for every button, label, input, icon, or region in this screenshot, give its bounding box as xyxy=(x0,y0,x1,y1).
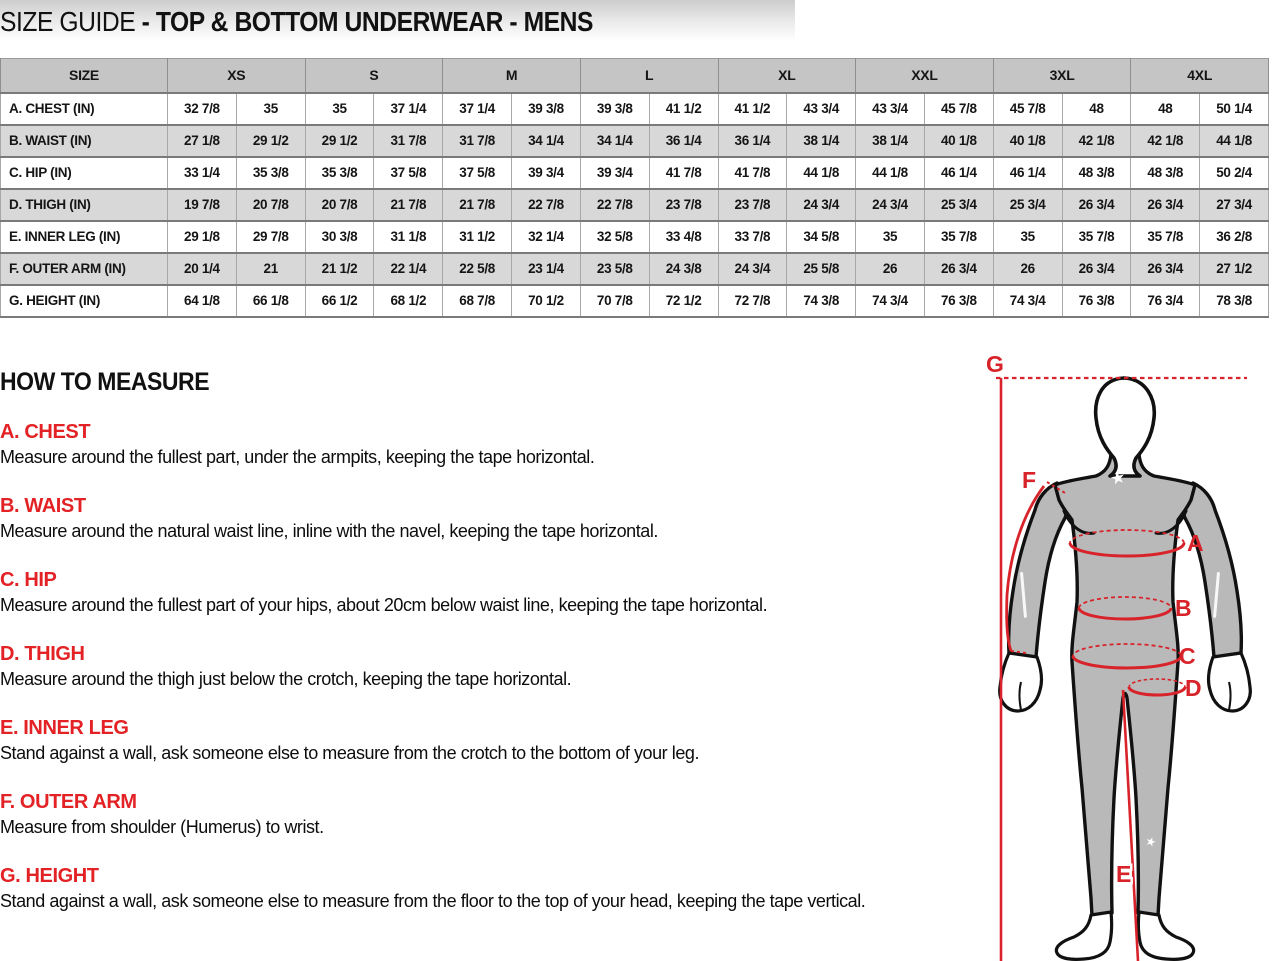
section-title: F. OUTER ARM xyxy=(0,791,137,813)
measure-value: 68 1/2 xyxy=(374,285,443,317)
measure-value: 45 7/8 xyxy=(993,93,1062,125)
measure-value: 40 1/8 xyxy=(924,125,993,157)
section-title: C. HIP xyxy=(0,569,57,591)
measure-value: 44 1/8 xyxy=(787,157,856,189)
measure-value: 25 5/8 xyxy=(787,253,856,285)
measure-value: 33 1/4 xyxy=(168,157,237,189)
row-label: F. OUTER ARM (IN) xyxy=(1,253,168,285)
section-text: Measure from shoulder (Humerus) to wrist. xyxy=(0,817,324,837)
measure-value: 35 xyxy=(993,221,1062,253)
measure-value: 41 1/2 xyxy=(649,93,718,125)
measure-value: 35 xyxy=(305,93,374,125)
label-d: D xyxy=(1185,675,1202,701)
measure-value: 35 7/8 xyxy=(924,221,993,253)
measure-value: 42 1/8 xyxy=(1131,125,1200,157)
page-title xyxy=(0,6,593,38)
measure-value: 50 1/4 xyxy=(1200,93,1269,125)
measure-value: 37 1/4 xyxy=(443,93,512,125)
measure-value: 46 1/4 xyxy=(924,157,993,189)
col-header-4xl: 4XL xyxy=(1131,59,1269,93)
measure-value: 26 3/4 xyxy=(1062,189,1131,221)
section-text: Measure around the fullest part, under the armpits, keeping the tape horizontal. xyxy=(0,447,595,467)
measure-section xyxy=(0,716,950,766)
section-text: Stand against a wall, ask someone else to measure from the floor to the top of your head, keeping the tape vertical. xyxy=(0,891,866,911)
measure-value: 22 1/4 xyxy=(374,253,443,285)
measure-value: 50 2/4 xyxy=(1200,157,1269,189)
measure-value: 36 1/4 xyxy=(718,125,787,157)
col-header-m: M xyxy=(443,59,581,93)
measure-value: 43 3/4 xyxy=(856,93,925,125)
measure-value: 34 5/8 xyxy=(787,221,856,253)
measure-value: 33 7/8 xyxy=(718,221,787,253)
section-text: Measure around the fullest part of your hips, about 20cm below waist line, keeping the tape horizontal. xyxy=(0,595,768,615)
col-header-xs: XS xyxy=(168,59,306,93)
section-title: A. CHEST xyxy=(0,421,91,443)
measure-value: 30 3/8 xyxy=(305,221,374,253)
section-title: E. INNER LEG xyxy=(0,717,129,739)
measure-value: 48 xyxy=(1062,93,1131,125)
measure-value: 22 5/8 xyxy=(443,253,512,285)
measure-value: 29 1/8 xyxy=(168,221,237,253)
table-row xyxy=(1,157,1269,189)
measure-value: 20 1/4 xyxy=(168,253,237,285)
col-header-l: L xyxy=(580,59,718,93)
measure-value: 45 7/8 xyxy=(924,93,993,125)
measure-value: 34 1/4 xyxy=(580,125,649,157)
measure-value: 34 1/4 xyxy=(512,125,581,157)
measure-value: 44 1/8 xyxy=(1200,125,1269,157)
section-text: Measure around the natural waist line, inline with the navel, keeping the tape horizontal. xyxy=(0,521,658,541)
measure-value: 48 3/8 xyxy=(1062,157,1131,189)
measure-value: 39 3/8 xyxy=(512,93,581,125)
mannequin-body xyxy=(1055,454,1195,916)
measure-value: 70 1/2 xyxy=(512,285,581,317)
measure-value: 35 3/8 xyxy=(305,157,374,189)
measure-section xyxy=(0,568,950,618)
mannequin-left-foot xyxy=(1056,912,1111,959)
measure-value: 42 1/8 xyxy=(1062,125,1131,157)
measure-value: 27 1/8 xyxy=(168,125,237,157)
chest-logo-star-icon: ★ xyxy=(1108,467,1128,490)
measure-value: 22 7/8 xyxy=(580,189,649,221)
measure-value: 21 1/2 xyxy=(305,253,374,285)
label-b: B xyxy=(1175,595,1192,621)
measure-value: 29 1/2 xyxy=(236,125,305,157)
measure-value: 36 2/8 xyxy=(1200,221,1269,253)
measure-value: 27 1/2 xyxy=(1200,253,1269,285)
measure-value: 37 1/4 xyxy=(374,93,443,125)
section-title: G. HEIGHT xyxy=(0,865,99,887)
measure-value: 20 7/8 xyxy=(236,189,305,221)
measure-value: 68 7/8 xyxy=(443,285,512,317)
measure-value: 35 xyxy=(236,93,305,125)
row-label: D. THIGH (IN) xyxy=(1,189,168,221)
measure-value: 78 3/8 xyxy=(1200,285,1269,317)
knee-logo-star-icon: ★ xyxy=(1143,833,1159,851)
measure-value: 41 1/2 xyxy=(718,93,787,125)
measure-value: 20 7/8 xyxy=(305,189,374,221)
label-a: A xyxy=(1187,530,1204,556)
measure-value: 64 1/8 xyxy=(168,285,237,317)
table-row xyxy=(1,221,1269,253)
table-row xyxy=(1,93,1269,125)
measure-value: 19 7/8 xyxy=(168,189,237,221)
measure-section xyxy=(0,494,950,544)
measure-value: 24 3/4 xyxy=(787,189,856,221)
measure-value: 35 7/8 xyxy=(1131,221,1200,253)
label-g: G xyxy=(986,351,1004,377)
col-header-xxl: XXL xyxy=(856,59,994,93)
measure-value: 41 7/8 xyxy=(718,157,787,189)
measure-value: 26 3/4 xyxy=(1131,189,1200,221)
measure-value: 27 3/4 xyxy=(1200,189,1269,221)
measure-sections xyxy=(0,420,950,938)
table-row xyxy=(1,189,1269,221)
measure-value: 33 4/8 xyxy=(649,221,718,253)
measure-value: 25 3/4 xyxy=(924,189,993,221)
page-title-prefix: SIZE GUIDE xyxy=(0,6,136,37)
measure-section xyxy=(0,642,950,692)
measure-section xyxy=(0,864,950,914)
measure-value: 29 1/2 xyxy=(305,125,374,157)
measure-value: 26 xyxy=(993,253,1062,285)
measure-value: 66 1/8 xyxy=(236,285,305,317)
measure-value: 70 7/8 xyxy=(580,285,649,317)
measure-value: 23 7/8 xyxy=(649,189,718,221)
measure-value: 39 3/4 xyxy=(580,157,649,189)
measure-value: 48 xyxy=(1131,93,1200,125)
mannequin-head xyxy=(1096,378,1155,476)
col-header-s: S xyxy=(305,59,443,93)
measurement-figure xyxy=(960,350,1280,961)
measure-value: 21 7/8 xyxy=(374,189,443,221)
row-label: G. HEIGHT (IN) xyxy=(1,285,168,317)
size-chart-table xyxy=(0,58,1269,318)
measure-value: 41 7/8 xyxy=(649,157,718,189)
col-header-size: SIZE xyxy=(1,59,168,93)
row-label: A. CHEST (IN) xyxy=(1,93,168,125)
measure-value: 39 3/8 xyxy=(580,93,649,125)
section-text: Stand against a wall, ask someone else to measure from the crotch to the bottom of your leg. xyxy=(0,743,699,763)
size-table-body xyxy=(1,93,1269,317)
section-title: B. WAIST xyxy=(0,495,86,517)
label-c: C xyxy=(1179,643,1196,669)
measure-value: 76 3/8 xyxy=(924,285,993,317)
label-f: F xyxy=(1022,467,1037,493)
section-title: D. THIGH xyxy=(0,643,85,665)
measure-value: 39 3/4 xyxy=(512,157,581,189)
measure-value: 38 1/4 xyxy=(787,125,856,157)
measure-value: 31 1/8 xyxy=(374,221,443,253)
page-title-main: - TOP & BOTTOM UNDERWEAR - MENS xyxy=(141,6,594,37)
how-to-measure-heading: HOW TO MEASURE xyxy=(0,368,210,396)
measure-value: 38 1/4 xyxy=(856,125,925,157)
measure-value: 21 xyxy=(236,253,305,285)
measure-section xyxy=(0,420,950,470)
measure-value: 74 3/8 xyxy=(787,285,856,317)
measure-value: 23 7/8 xyxy=(718,189,787,221)
measure-value: 37 5/8 xyxy=(374,157,443,189)
measure-value: 24 3/4 xyxy=(718,253,787,285)
measure-value: 66 1/2 xyxy=(305,285,374,317)
section-text: Measure around the thigh just below the crotch, keeping the tape horizontal. xyxy=(0,669,572,689)
measure-value: 72 1/2 xyxy=(649,285,718,317)
measure-value: 35 xyxy=(856,221,925,253)
measure-value: 26 3/4 xyxy=(924,253,993,285)
measure-value: 35 3/8 xyxy=(236,157,305,189)
col-header-xl: XL xyxy=(718,59,856,93)
measure-value: 48 3/8 xyxy=(1131,157,1200,189)
measure-value: 31 7/8 xyxy=(374,125,443,157)
measure-value: 35 7/8 xyxy=(1062,221,1131,253)
measure-value: 25 3/4 xyxy=(993,189,1062,221)
measure-value: 31 7/8 xyxy=(443,125,512,157)
measure-value: 22 7/8 xyxy=(512,189,581,221)
measure-value: 74 3/4 xyxy=(856,285,925,317)
mannequin-right-foot xyxy=(1138,912,1193,959)
measure-value: 26 xyxy=(856,253,925,285)
size-table-header-row xyxy=(1,59,1269,93)
measure-value: 40 1/8 xyxy=(993,125,1062,157)
measure-value: 31 1/2 xyxy=(443,221,512,253)
label-e: E xyxy=(1116,861,1132,887)
measure-value: 43 3/4 xyxy=(787,93,856,125)
measure-value: 23 5/8 xyxy=(580,253,649,285)
row-label: B. WAIST (IN) xyxy=(1,125,168,157)
measure-section xyxy=(0,790,950,840)
measure-value: 74 3/4 xyxy=(993,285,1062,317)
measure-value: 37 5/8 xyxy=(443,157,512,189)
table-row xyxy=(1,125,1269,157)
row-label: C. HIP (IN) xyxy=(1,157,168,189)
mannequin-left-arm xyxy=(1009,483,1067,657)
measure-value: 32 7/8 xyxy=(168,93,237,125)
table-row xyxy=(1,253,1269,285)
measure-value: 46 1/4 xyxy=(993,157,1062,189)
measure-value: 44 1/8 xyxy=(856,157,925,189)
measure-value: 32 1/4 xyxy=(512,221,581,253)
measure-value: 29 7/8 xyxy=(236,221,305,253)
measure-value: 36 1/4 xyxy=(649,125,718,157)
measure-value: 24 3/4 xyxy=(856,189,925,221)
mannequin-right-arm xyxy=(1183,483,1241,657)
measure-value: 76 3/4 xyxy=(1131,285,1200,317)
measure-value: 72 7/8 xyxy=(718,285,787,317)
col-header-3xl: 3XL xyxy=(993,59,1131,93)
row-label: E. INNER LEG (IN) xyxy=(1,221,168,253)
mannequin-diagram xyxy=(960,350,1280,961)
measure-value: 23 1/4 xyxy=(512,253,581,285)
measure-value: 24 3/8 xyxy=(649,253,718,285)
measure-value: 26 3/4 xyxy=(1062,253,1131,285)
measure-value: 21 7/8 xyxy=(443,189,512,221)
table-row xyxy=(1,285,1269,317)
measure-value: 32 5/8 xyxy=(580,221,649,253)
measure-value: 26 3/4 xyxy=(1131,253,1200,285)
measure-value: 76 3/8 xyxy=(1062,285,1131,317)
